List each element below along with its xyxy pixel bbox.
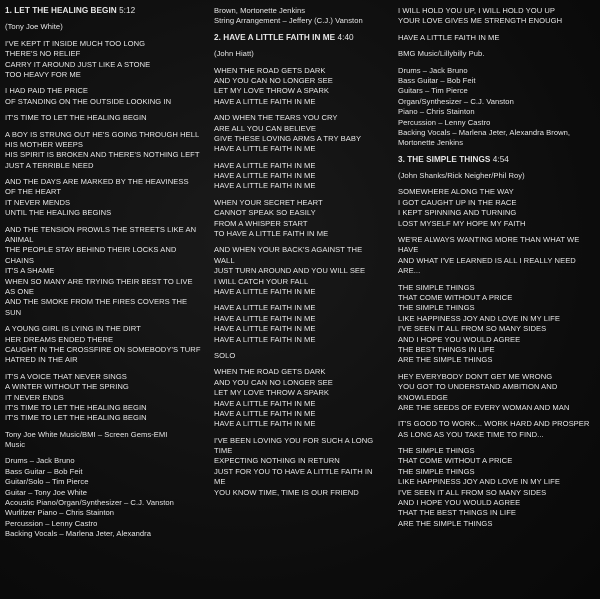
text-line: HAVE A LITTLE FAITH IN ME [214, 96, 316, 106]
text-line: I KEPT SPINNING AND TURNING [398, 208, 517, 218]
text-line: THAT COME WITHOUT A PRICE [398, 292, 513, 302]
text-line: HAVE [398, 245, 419, 255]
text-line: WE'RE ALWAYS WANTING MORE THAN WHAT WE [398, 235, 580, 245]
text-line: OF THE HEART [5, 187, 62, 197]
text-line: (John Hiatt) [214, 49, 254, 59]
text-line: HAVE A LITTLE FAITH IN ME [214, 160, 316, 170]
song-duration: 4:54 [492, 154, 509, 164]
text-line: BMG Music/Lillybilly Pub. [398, 49, 485, 59]
song-title [5, 6, 210, 16]
text-line: AND I HOPE YOU WOULD AGREE [398, 498, 521, 508]
text-line: HAVE A LITTLE FAITH IN ME [398, 32, 500, 42]
text-line: Acoustic Piano/Organ/Synthesizer – C.J. Vanston [5, 498, 174, 508]
text-line: AND YOU CAN NO LONGER SEE [214, 377, 333, 387]
text-line: AS LONG AS YOU TAKE TIME TO FIND... [398, 429, 544, 439]
text-line: THE BEST THINGS IN LIFE [398, 344, 495, 354]
text-line: SOMEWHERE ALONG THE WAY [398, 187, 514, 197]
text-line: I WILL HOLD YOU UP, I WILL HOLD YOU UP [398, 6, 556, 15]
text-line: THE SIMPLE THINGS [398, 282, 475, 292]
text-line: HAVE A LITTLE FAITH IN ME [214, 303, 316, 313]
text-line: I'VE SEEN IT ALL FROM SO MANY SIDES [398, 324, 547, 334]
text-line: IT'S A VOICE THAT NEVER SINGS [5, 371, 127, 381]
text-line: UNTIL THE HEALING BEGINS [5, 208, 112, 218]
text-line: IT'S A SHAME [5, 266, 55, 276]
text-line: WHEN SO MANY ARE TRYING THEIR BEST TO LIVE [5, 276, 193, 286]
text-line: Tony Joe White Music/BMI – Screen Gems-EMI [5, 429, 168, 439]
text-line: Percussion – Lenny Castro [5, 518, 98, 528]
text-line: HER DREAMS ENDED THERE [5, 334, 114, 344]
text-line: JUST FOR YOU TO HAVE A LITTLE FAITH IN [214, 466, 373, 476]
text-line: I'VE BEEN LOVING YOU FOR SUCH A LONG [214, 435, 374, 445]
text-line: WHEN THE ROAD GETS DARK [214, 367, 326, 377]
text-line: IT NEVER ENDS [5, 392, 64, 402]
text-line: HAVE A LITTLE FAITH IN ME [214, 398, 316, 408]
text-line: HAVE A LITTLE FAITH IN ME [214, 313, 316, 323]
text-line: HAVE A LITTLE FAITH IN ME [214, 144, 316, 154]
text-line: HAVE A LITTLE FAITH IN ME [214, 324, 316, 334]
song-duration: 4:40 [337, 32, 354, 42]
column-1 [5, 6, 210, 540]
text-line: Piano – Chris Stainton [398, 107, 475, 117]
text-line: A WINTER WITHOUT THE SPRING [5, 382, 129, 392]
text-line: AND WHAT I'VE LEARNED IS ALL I REALLY NEED [398, 255, 576, 265]
text-line: IT'S GOOD TO WORK... WORK HARD AND PROSPER [398, 419, 590, 429]
text-line: Mortonette Jenkins [398, 138, 464, 148]
text-line: I HAD PAID THE PRICE [5, 86, 88, 96]
text-line: AND WHEN YOUR BACK'S AGAINST THE [214, 245, 363, 255]
text-line: CANNOT SPEAK SO EASILY [214, 208, 316, 218]
text-line: THE SIMPLE THINGS [398, 303, 475, 313]
text-line: LET MY LOVE THROW A SPARK [214, 86, 330, 96]
text-line: Bass Guitar – Bob Feit [398, 75, 476, 85]
text-line: String Arrangement – Jeffery (C.J.) Vanston [214, 16, 363, 26]
text-line: LIKE HAPPINESS JOY AND LOVE IN MY LIFE [398, 477, 560, 487]
text-line: Backing Vocals – Marlena Jeter, Alexandra [5, 529, 151, 539]
text-line: AND THE DAYS ARE MARKED BY THE HEAVINESS [5, 177, 189, 187]
text-line: ARE THE SIMPLE THINGS [398, 518, 493, 528]
text-line: KNOWLEDGE [398, 392, 448, 402]
song-title-text: 1. LET THE HEALING BEGIN [5, 6, 117, 15]
text-line: HAVE A LITTLE FAITH IN ME [214, 408, 316, 418]
song-title-text: 3. THE SIMPLE THINGS [398, 154, 491, 164]
text-line: HAVE A LITTLE FAITH IN ME [214, 171, 316, 181]
text-line: Wurlitzer Piano – Chris Stainton [5, 508, 115, 518]
text-line: THE PEOPLE STAY BEHIND THEIR LOCKS AND [5, 245, 177, 255]
song-title [214, 33, 392, 43]
text-line: THE SIMPLE THINGS [398, 466, 475, 476]
text-line: JUST A TERRIBLE NEED [5, 160, 94, 170]
text-line: HAVE A LITTLE FAITH IN ME [214, 334, 316, 344]
text-line: EXPECTING NOTHING IN RETURN [214, 456, 340, 466]
text-line: SOLO [214, 350, 236, 360]
text-line: (John Shanks/Rick Neigher/Phil Roy) [398, 171, 525, 181]
song-title [398, 155, 596, 165]
text-line: YOUR LOVE GIVES ME STRENGTH ENOUGH [398, 16, 563, 26]
text-line: OF STANDING ON THE OUTSIDE LOOKING IN [5, 96, 172, 106]
text-line: LET MY LOVE THROW A SPARK [214, 388, 330, 398]
text-line: IT'S TIME TO LET THE HEALING BEGIN [5, 113, 147, 123]
text-line: AND YOU CAN NO LONGER SEE [214, 75, 333, 85]
text-line: SUN [5, 307, 22, 317]
text-line: IT'S TIME TO LET THE HEALING BEGIN [5, 402, 147, 412]
song-title-text: 2. HAVE A LITTLE FAITH IN ME [214, 32, 336, 42]
text-line: Drums – Jack Bruno [5, 456, 75, 466]
text-line: ME [214, 477, 226, 487]
text-line: (Tony Joe White) [5, 22, 63, 32]
text-line: WHEN THE ROAD GETS DARK [214, 65, 326, 75]
text-line: AND WHEN THE TEARS YOU CRY [214, 113, 338, 123]
text-line: YOU KNOW TIME, TIME IS OUR FRIEND [214, 487, 359, 497]
text-line: CAUGHT IN THE CROSSFIRE ON SOMEBODY'S TURF [5, 344, 201, 354]
text-line: A BOY IS STRUNG OUT HE'S GOING THROUGH HELL [5, 129, 200, 139]
text-line: I'VE SEEN IT ALL FROM SO MANY SIDES [398, 487, 547, 497]
text-line: I GOT CAUGHT UP IN THE RACE [398, 197, 517, 207]
text-line: HAVE A LITTLE FAITH IN ME [214, 286, 316, 296]
text-line: HAVE A LITTLE FAITH IN ME [214, 181, 316, 191]
text-line: LOST MYSELF MY HOPE MY FAITH [398, 218, 526, 228]
text-line: HIS SPIRIT IS BROKEN AND THERE'S NOTHING LEFT [5, 150, 200, 160]
text-line: Guitar/Solo – Tim Pierce [5, 477, 89, 487]
text-line: ARE... [398, 266, 421, 276]
text-line: AND THE SMOKE FROM THE FIRES COVERS THE [5, 297, 188, 307]
text-line: THAT COME WITHOUT A PRICE [398, 456, 513, 466]
text-line: ANIMAL [5, 235, 34, 245]
column-2 [214, 6, 392, 498]
text-line: Guitar – Tony Joe White [5, 487, 88, 497]
text-line: TIME [214, 446, 233, 456]
text-line: FROM A WHISPER START [214, 218, 308, 228]
text-line: HATRED IN THE AIR [5, 355, 78, 365]
text-line: GIVE THESE LOVING ARMS A TRY BABY [214, 133, 362, 143]
text-line: IT NEVER MENDS [5, 197, 71, 207]
text-line: WHEN YOUR SECRET HEART [214, 197, 323, 207]
text-line: THERE'S NO RELIEF [5, 49, 81, 59]
text-line: CHAINS [5, 255, 34, 265]
text-line: Bass Guitar – Bob Feit [5, 466, 83, 476]
text-line: HIS MOTHER WEEPS [5, 139, 84, 149]
text-line: Drums – Jack Bruno [398, 65, 468, 75]
text-line: I WILL CATCH YOUR FALL [214, 276, 309, 286]
text-line: ARE ALL YOU CAN BELIEVE [214, 123, 317, 133]
text-line: Organ/Synthesizer – C.J. Vanston [398, 96, 514, 106]
text-line: ARE THE SIMPLE THINGS [398, 355, 493, 365]
text-line: TOO HEAVY FOR ME [5, 69, 81, 79]
text-line: JUST TURN AROUND AND YOU WILL SEE [214, 266, 366, 276]
text-line: AND I HOPE YOU WOULD AGREE [398, 334, 521, 344]
text-line: YOU GOT TO UNDERSTAND AMBITION AND [398, 382, 558, 392]
text-line: Percussion – Lenny Castro [398, 117, 491, 127]
text-line: Music [5, 440, 26, 450]
text-line: THAT THE BEST THINGS IN LIFE [398, 508, 517, 518]
text-line: I'VE KEPT IT INSIDE MUCH TOO LONG [5, 38, 146, 48]
text-line: Guitars – Tim Pierce [398, 86, 468, 96]
text-line: AS ONE [5, 286, 34, 296]
text-line: Backing Vocals – Marlena Jeter, Alexandra Brown, [398, 127, 571, 137]
column-3 [398, 6, 596, 529]
text-line: IT'S TIME TO LET THE HEALING BEGIN [5, 413, 147, 423]
text-line: CARRY IT AROUND JUST LIKE A STONE [5, 59, 151, 69]
text-line: Brown, Mortonette Jenkins [214, 6, 306, 15]
text-line: TO HAVE A LITTLE FAITH IN ME [214, 229, 329, 239]
text-line: HAVE A LITTLE FAITH IN ME [214, 419, 316, 429]
text-line: ARE THE SEEDS OF EVERY WOMAN AND MAN [398, 402, 570, 412]
song-duration: 5:12 [119, 6, 136, 15]
text-line: AND THE TENSION PROWLS THE STREETS LIKE AN [5, 224, 197, 234]
text-line: WALL [214, 255, 235, 265]
text-line: LIKE HAPPINESS JOY AND LOVE IN MY LIFE [398, 313, 560, 323]
text-line: THE SIMPLE THINGS [398, 446, 475, 456]
text-line: HEY EVERYBODY DON'T GET ME WRONG [398, 371, 553, 381]
text-line: A YOUNG GIRL IS LYING IN THE DIRT [5, 324, 141, 334]
